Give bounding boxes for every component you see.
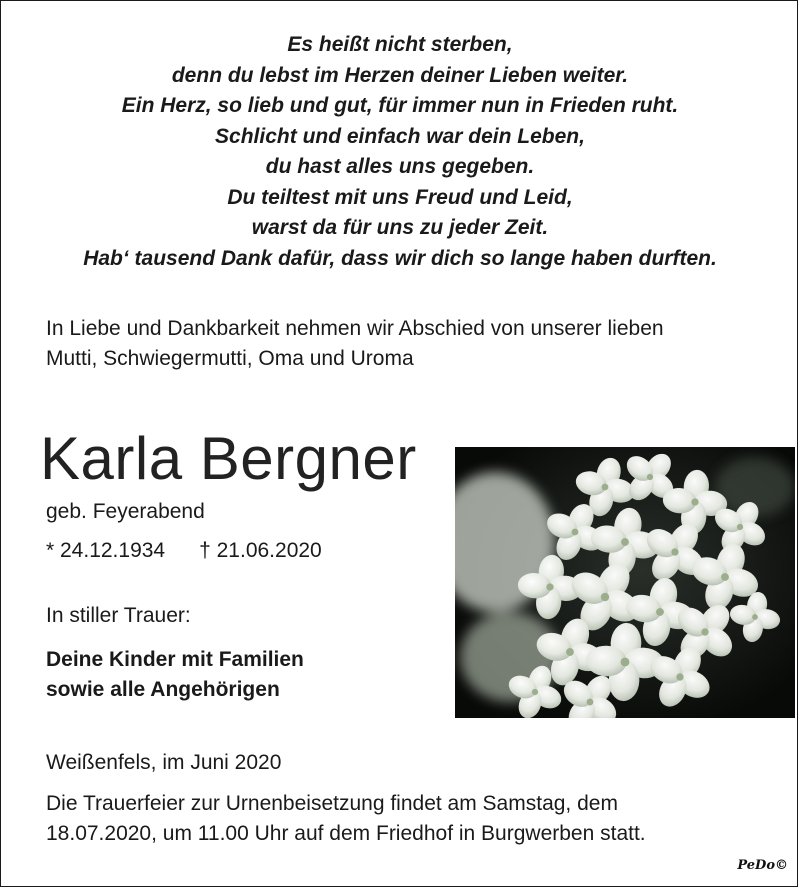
poem-line: Schlicht und einfach war dein Leben, xyxy=(215,124,585,148)
ceremony-line: Die Trauerfeier zur Urnenbeisetzung findet am Samstag, dem xyxy=(46,792,618,815)
mourner-line: sowie alle Angehörigen xyxy=(46,678,280,701)
intro-line: Mutti, Schwiegermutti, Oma und Uroma xyxy=(46,347,414,370)
mourning-label: In stiller Trauer: xyxy=(46,604,191,627)
deceased-name: Karla Bergner xyxy=(40,425,417,492)
poem-line: Es heißt nicht sterben, xyxy=(287,33,513,56)
poem xyxy=(0,30,800,274)
hydrangea-photo xyxy=(455,447,795,718)
poem-line: Hab‘ tausend Dank dafür, dass wir dich so lange haben durften. xyxy=(83,246,717,270)
intro-line: In Liebe und Dankbarkeit nehmen wir Abschied von unserer lieben xyxy=(46,317,664,340)
mourners xyxy=(46,645,304,705)
life-dates xyxy=(46,536,322,566)
place-date: Weißenfels, im Juni 2020 xyxy=(46,751,282,774)
birth-date: * 24.12.1934 xyxy=(46,539,166,562)
poem-line: Du teiltest mit uns Freud und Leid, xyxy=(227,185,573,209)
ceremony-line: 18.07.2020, um 11.00 Uhr auf dem Friedhof in Burgwerben statt. xyxy=(46,822,646,845)
poem-line: Ein Herz, so lieb und gut, für immer nun in Frieden ruht. xyxy=(121,94,679,117)
mourner-line: Deine Kinder mit Familien xyxy=(46,648,304,671)
signature: PeDo© xyxy=(737,858,788,873)
poem-line: denn du lebst im Herzen deiner Lieben weiter. xyxy=(171,63,629,87)
poem-line: warst da für uns zu jeder Zeit. xyxy=(251,216,549,239)
ceremony-text xyxy=(46,789,646,849)
poem-line: du hast alles uns gegeben. xyxy=(265,155,535,178)
intro-text xyxy=(46,314,766,374)
birth-name: geb. Feyerabend xyxy=(46,500,205,523)
death-date: † 21.06.2020 xyxy=(199,539,322,562)
